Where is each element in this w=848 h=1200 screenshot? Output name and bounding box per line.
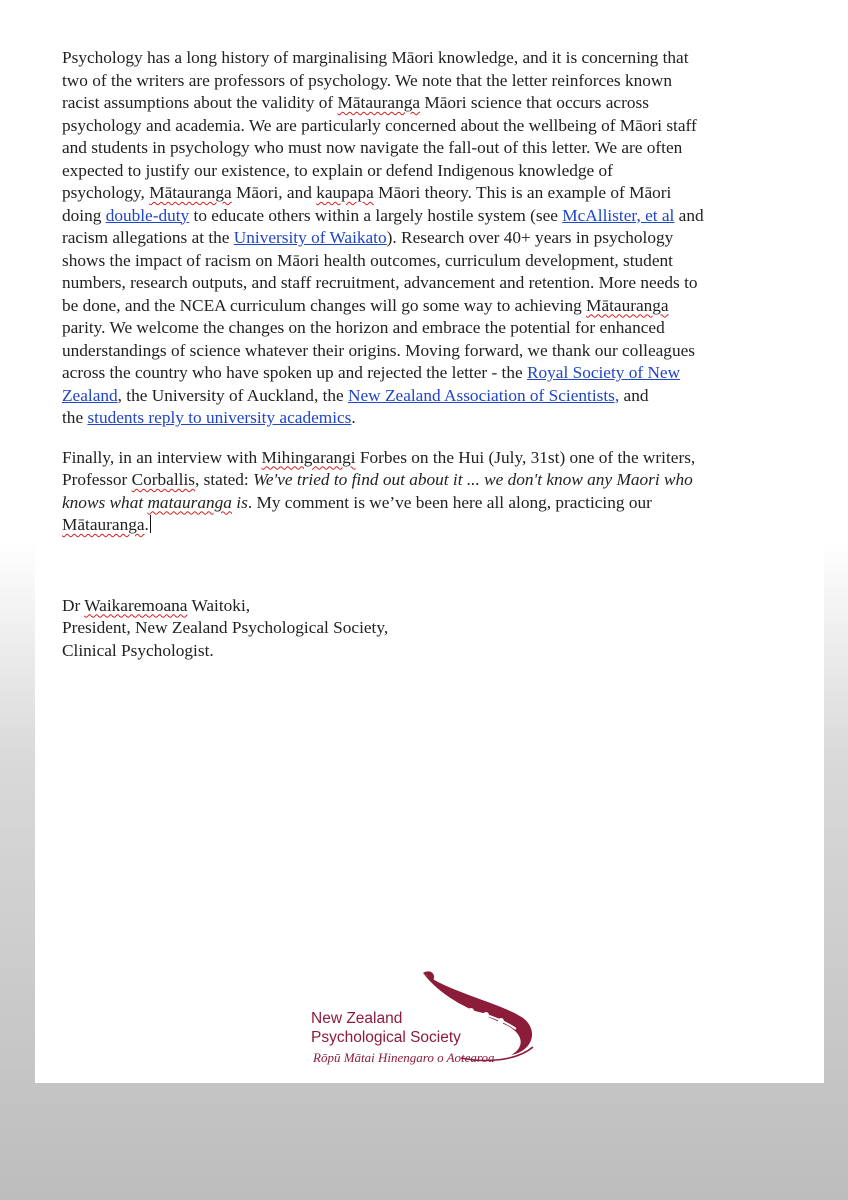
quote-text: We've tried to find out about it ... we don't know any Maori who: [253, 470, 693, 489]
text-line: two of the writers are professors of psychology. We note that the letter reinforces known: [62, 70, 672, 90]
text-line: shows the impact of racism on Māori health outcomes, curriculum development, student: [62, 250, 673, 270]
spellcheck-word: Waikaremoana: [84, 595, 188, 615]
paragraph-interview: [62, 447, 807, 537]
paragraph-main: [62, 47, 807, 430]
text-line: racist assumptions about the validity of Mātauranga Māori science that occurs across: [62, 93, 649, 112]
link-double-duty[interactable]: double-duty: [105, 205, 190, 225]
text-line: the students reply to university academics.: [62, 408, 356, 427]
spellcheck-word: Mātauranga: [586, 295, 669, 315]
text-line: Zealand, the University of Auckland, the New Zealand Association of Scientists, and: [62, 385, 649, 405]
spellcheck-word: Mihingarangi: [261, 447, 356, 467]
spellcheck-word: Mātauranga: [149, 183, 232, 202]
document-body: [62, 47, 807, 662]
text-line: psychology and academia. We are particularly concerned about the wellbeing of Māori staff: [62, 115, 697, 135]
text-line: be done, and the NCEA curriculum changes will go some way to achieving Mātauranga: [62, 295, 669, 315]
link-royal-society[interactable]: Royal Society of New: [526, 363, 681, 382]
spellcheck-word: kaupapa: [316, 183, 374, 202]
document-page: [35, 0, 824, 1083]
text-line: Professor Corballis, stated: We've tried to find out about it ... we don't know any Maori who: [62, 470, 693, 489]
link-royal-society-cont[interactable]: Zealand: [62, 385, 118, 405]
text-line: understandings of science whatever their origins. Moving forward, we thank our colleagues: [62, 340, 695, 360]
text-line: knows what matauranga is. My comment is we’ve been here all along, practicing our: [62, 492, 652, 512]
signature-block: [62, 595, 807, 663]
logo-wordmark: New Zealand Psychological Society: [311, 1010, 461, 1046]
link-university-of-waikato[interactable]: University of Waikato: [233, 228, 387, 247]
text-line: numbers, research outputs, and staff recruitment, advancement and retention. More needs to: [62, 273, 698, 292]
spellcheck-word: Corballis: [131, 470, 195, 489]
signature-name: Dr Waikaremoana Waitoki,: [62, 595, 251, 615]
spellcheck-word: Mātauranga: [62, 515, 145, 534]
text-line: doing double-duty to educate others within a largely hostile system (see McAllister, et al and: [62, 205, 704, 225]
link-mcallister[interactable]: McAllister, et al: [562, 205, 675, 225]
spellcheck-word: Mātauranga: [337, 93, 421, 112]
logo-subtitle: Rōpū Mātai Hinengaro o Aotearoa: [313, 1050, 495, 1065]
text-line: racism allegations at the University of Waikato). Research over 40+ years in psychology: [62, 228, 674, 247]
text-line: Mātauranga.: [62, 515, 149, 534]
text-line: parity. We welcome the changes on the horizon and embrace the potential for enhanced: [62, 318, 665, 337]
text-cursor: [150, 515, 151, 533]
signature-title: President, New Zealand Psychological Society,: [62, 618, 389, 637]
spellcheck-word: matauranga: [147, 492, 232, 512]
text-line: expected to justify our existence, to explain or defend Indigenous knowledge of: [62, 160, 613, 180]
link-students-reply[interactable]: students reply to university academics: [87, 408, 352, 427]
link-nz-association-of-scientists[interactable]: New Zealand Association of Scientists,: [348, 385, 620, 405]
text-line: Psychology has a long history of marginalising Māori knowledge, and it is concerning that: [62, 48, 689, 67]
nzps-logo: [311, 963, 541, 1071]
signature-role: Clinical Psychologist.: [62, 640, 214, 660]
text-line: across the country who have spoken up and rejected the letter - the Royal Society of New: [62, 363, 681, 382]
text-line: psychology, Mātauranga Māori, and kaupapa Māori theory. This is an example of Māori: [62, 183, 672, 202]
text-line: Finally, in an interview with Mihingarangi Forbes on the Hui (July, 31st) one of the writers,: [62, 447, 696, 467]
text-line: and students in psychology who must now navigate the fall-out of this letter. We are often: [62, 138, 683, 157]
